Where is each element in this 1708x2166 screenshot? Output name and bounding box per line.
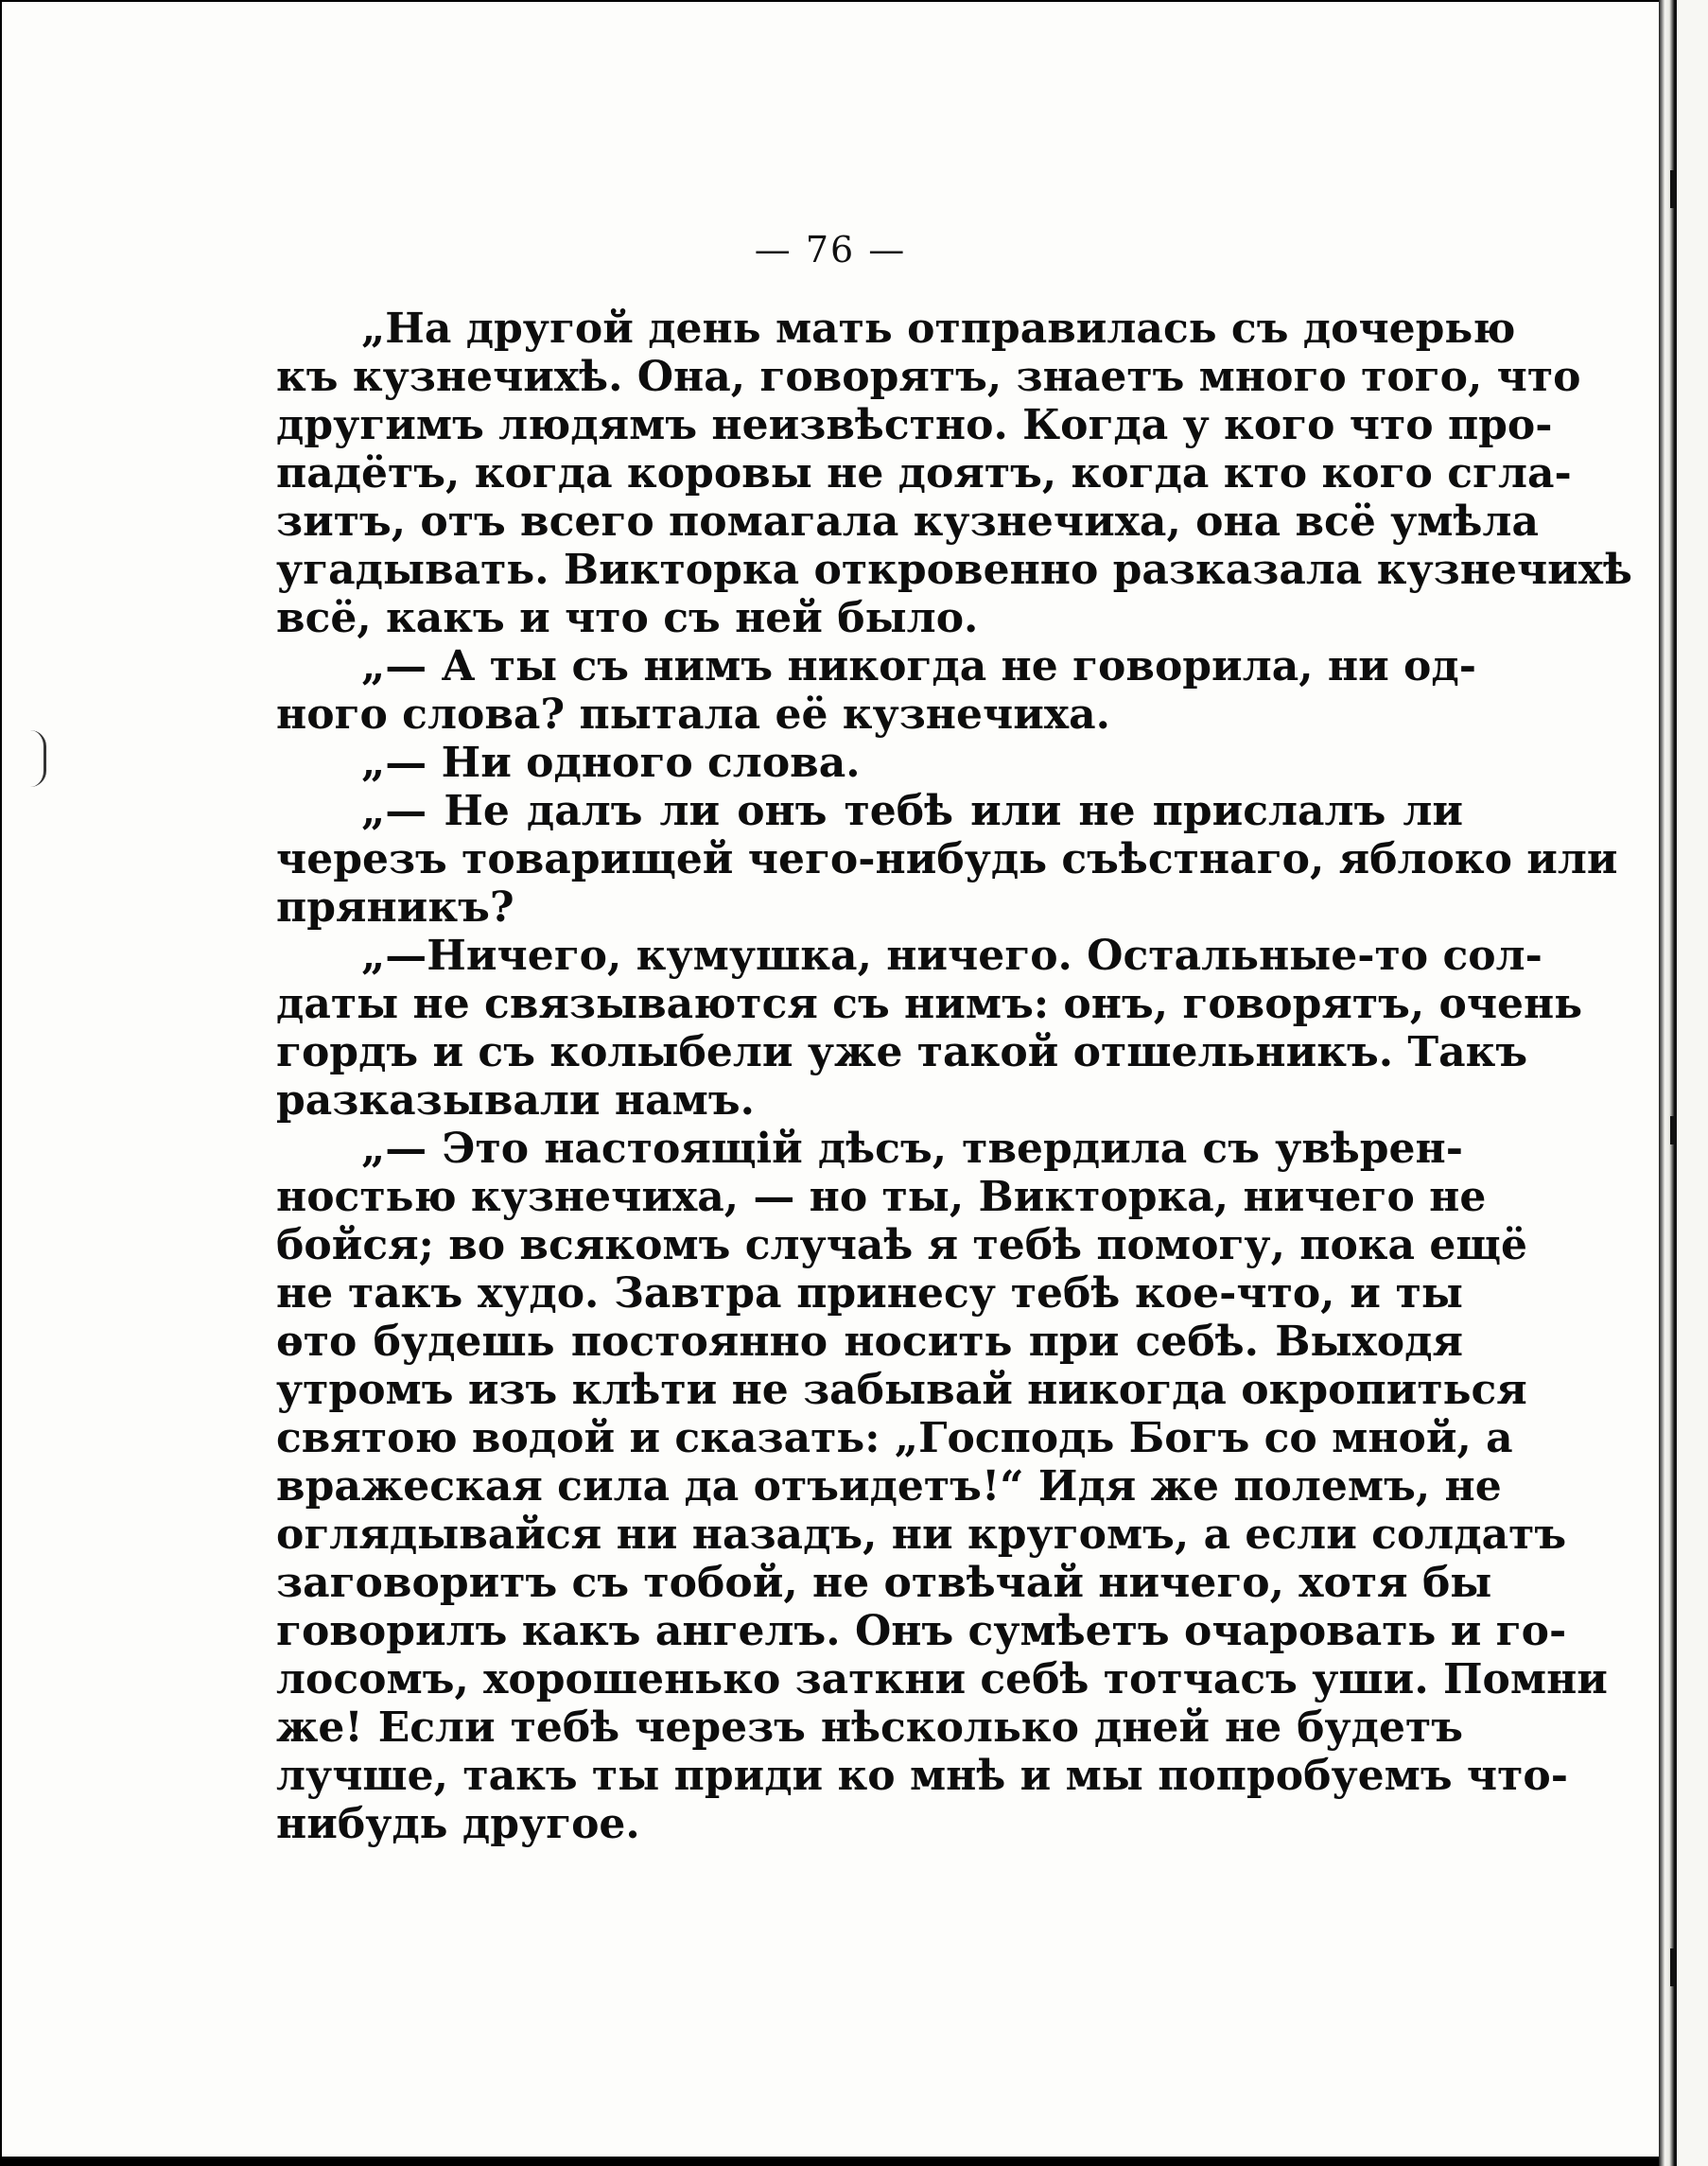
text-line: зитъ, отъ всего помагала кузнечиха, она всё умѣла — [276, 498, 1539, 546]
text-line: вражеская сила да отъидетъ!“ Идя же полемъ, не — [276, 1462, 1502, 1511]
text-line: оглядывайся ни назадъ, ни кругомъ, а если солдатъ — [276, 1511, 1567, 1559]
next-page-edge — [1674, 0, 1708, 2166]
body-text — [276, 305, 1632, 1848]
text-line: „— Ни одного слова. — [361, 739, 861, 787]
text-line: даты не связываются съ нимъ: онъ, говорятъ, очень — [276, 980, 1583, 1028]
page-number: — 76 — — [754, 229, 907, 271]
text-line: черезъ товарищей чего-нибудь съѣстнаго, яблоко или — [276, 835, 1618, 883]
text-line: разказывали намъ. — [276, 1076, 755, 1125]
text-line: пряникъ? — [276, 883, 514, 932]
text-line: „—Ничего, кумушка, ничего. Остальные-то сол- — [361, 932, 1542, 980]
text-line: заговоритъ съ тобой, не отвѣчай ничего, хотя бы — [276, 1559, 1492, 1607]
text-line: „— Это настоящій дѣсъ, твердила съ увѣрен- — [361, 1125, 1463, 1173]
text-line: угадывать. Викторка откровенно разказала кузнечихѣ — [276, 546, 1632, 594]
binding-mark — [30, 730, 46, 787]
text-line: бойся; во всякомъ случаѣ я тебѣ помогу, пока ещё — [276, 1221, 1527, 1269]
text-line: же! Если тебѣ черезъ нѣсколько дней не будетъ — [276, 1703, 1463, 1752]
text-line: другимъ людямъ неизвѣстно. Когда у кого что про- — [276, 401, 1553, 449]
text-line: къ кузнечихѣ. Она, говорятъ, знаетъ много того, что — [276, 353, 1581, 401]
text-line: говорилъ какъ ангелъ. Онъ сумѣетъ очаровать и го- — [276, 1607, 1567, 1655]
edge-mark — [1670, 1116, 1676, 1144]
text-line: ностью кузнечиха, — но ты, Викторка, ничего не — [276, 1173, 1487, 1221]
text-line: святою водой и сказать: „Господь Богъ со мной, а — [276, 1414, 1513, 1462]
text-line: ѳто будешь постоянно носить при себѣ. Выходя — [276, 1318, 1463, 1366]
text-line: гордъ и съ колыбели уже такой отшельникъ. Такъ — [276, 1028, 1528, 1076]
text-line: падётъ, когда коровы не доятъ, когда кто кого сгла- — [276, 449, 1572, 498]
edge-mark — [1670, 170, 1676, 208]
edge-mark — [1670, 1948, 1676, 1986]
book-page — [2, 2, 1659, 2157]
page-edge-shadow — [1659, 0, 1674, 2166]
text-line: „— А ты съ нимъ никогда не говорила, ни од- — [361, 642, 1476, 690]
text-line: ного слова? пытала её кузнечиха. — [276, 690, 1110, 739]
text-line: утромъ изъ клѣти не забывай никогда окропиться — [276, 1366, 1527, 1414]
text-line: „На другой день мать отправилась съ дочерью — [361, 305, 1516, 353]
text-line: „— Не далъ ли онъ тебѣ или не прислалъ ли — [361, 787, 1463, 835]
text-line: лучше, такъ ты приди ко мнѣ и мы попробуемъ что- — [276, 1752, 1568, 1800]
text-line: нибудь другое. — [276, 1800, 640, 1848]
text-line: лосомъ, хорошенько заткни себѣ тотчасъ уши. Помни — [276, 1655, 1608, 1703]
text-line: не такъ худо. Завтра принесу тебѣ кое-что, и ты — [276, 1269, 1463, 1318]
text-line: всё, какъ и что съ ней было. — [276, 594, 979, 642]
